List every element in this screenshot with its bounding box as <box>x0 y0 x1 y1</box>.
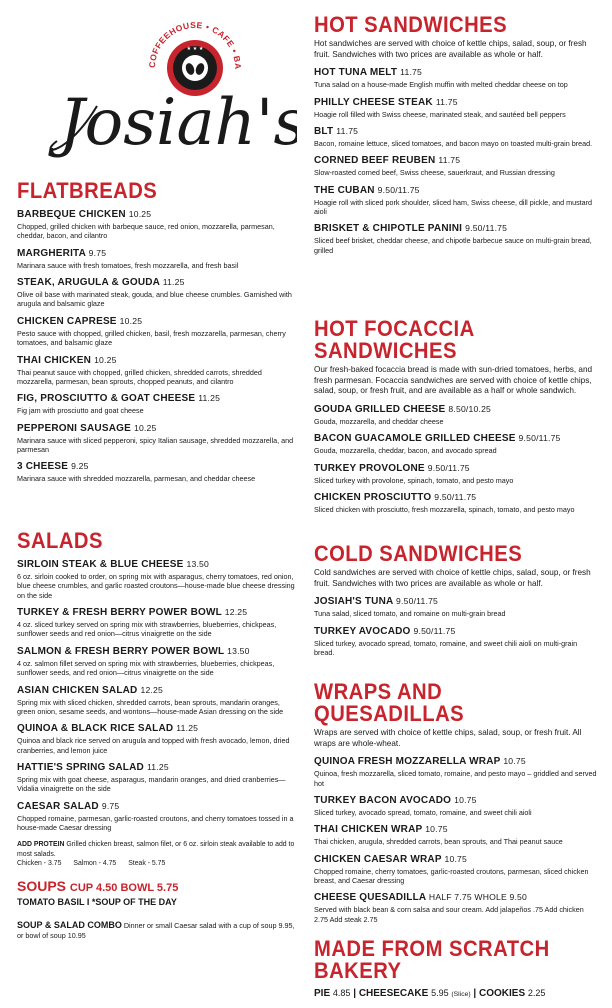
menu-item <box>17 316 299 348</box>
menu-item-price: 10.75 <box>444 853 468 864</box>
menu-item-title: CAESAR SALAD <box>17 800 99 812</box>
menu-item-description: Slow-roasted corned beef, Swiss cheese, sauerkraut, and Russian dressing <box>314 168 555 178</box>
menu-item-name <box>314 126 598 138</box>
bakery-separator: | <box>473 988 477 999</box>
menu-item-description: Spring mix with goat cheese, asparagus, mandarin oranges, and dried cranberries—Vidalia vinaigrette on the side <box>17 774 286 794</box>
menu-item-price: 10.25 <box>94 354 117 365</box>
menu-item-name <box>17 423 299 435</box>
menu-item <box>314 433 598 455</box>
bakery-title: MADE FROM SCRATCH BAKERY <box>314 936 550 983</box>
menu-item-name <box>17 393 299 405</box>
menu-item <box>314 824 598 846</box>
menu-item-price: 11.75 <box>400 67 423 78</box>
pie-price: 4.85 <box>332 988 351 998</box>
menu-item-price: 10.25 <box>133 422 157 433</box>
soups-heading <box>17 878 299 894</box>
menu-item-title: GOUDA GRILLED CHEESE <box>314 403 446 415</box>
menu-item-description: Gouda, mozzarella, cheddar, bacon, and avocado spread <box>314 446 497 456</box>
add-protein-note <box>17 840 299 868</box>
menu-item-name <box>314 596 598 608</box>
menu-item <box>17 801 299 833</box>
josiahs-logo-graphic <box>37 6 297 166</box>
menu-item-title: CHEESE QUESADILLA <box>314 892 426 904</box>
flatbreads-list <box>17 209 299 484</box>
logo-arc-text: COFFEEHOUSE • CAFE • BA <box>146 19 244 70</box>
menu-item <box>314 626 598 658</box>
cheesecake-note: (Slice) <box>451 991 471 998</box>
menu-item-description: Fig jam with prosciutto and goat cheese <box>17 406 144 416</box>
menu-item-title: HOT TUNA MELT <box>314 67 398 79</box>
combo-desc: Dinner or small Caesar salad with a cup of soup 9.95, or bowl of soup 10.95 <box>17 921 295 941</box>
hot-focaccia-intro: Our fresh-baked focaccia bread is made with sun-dried tomatoes, herbs, and fresh parmesan. Focaccia sandwiches are served with choice of kettle chips, salad, soup, or fresh fruit, and are available as a half or whole sandwich. <box>314 365 593 396</box>
menu-item-name <box>314 626 598 638</box>
menu-item-title: QUINOA FRESH MOZZARELLA WRAP <box>314 756 501 768</box>
hot-focaccia-list <box>314 404 598 514</box>
menu-item-price: 10.25 <box>119 315 143 326</box>
menu-item-description: Served with black bean & corn salsa and sour cream. Add jalapeños .75 Add chicken 2.75 Add steak 2.75 <box>314 905 584 924</box>
menu-item <box>314 854 598 886</box>
menu-item-name <box>17 277 299 289</box>
menu-item-price: 10.75 <box>454 795 477 806</box>
menu-item-description: Spring mix with sliced chicken, shredded carrots, bean sprouts, mandarin oranges, green onion, sesame seeds, and wontons—house-made Asian dressing on the side <box>17 697 284 716</box>
menu-item-name <box>17 607 299 619</box>
menu-item <box>314 223 598 255</box>
menu-item-name <box>314 433 598 445</box>
soups-line: TOMATO BASIL I *SOUP OF THE DAY <box>17 897 177 908</box>
menu-item-description: Thai chicken, arugula, shredded carrots, bean sprouts, and Thai peanut sauce <box>314 837 563 847</box>
menu-item-title: CORNED BEEF REUBEN <box>314 155 436 167</box>
salads-title: SALADS <box>17 528 103 553</box>
menu-item-name <box>17 355 299 367</box>
menu-item <box>314 596 598 618</box>
menu-item-description: Chopped romaine, parmesan, garlic-roasted croutons, and cherry tomatoes tossed in a house-made Caesar dressing <box>17 813 294 833</box>
menu-item-description: Olive oil base with marinated steak, gouda, and blue cheese crumbles. Garnished with arugula and balsamic glaze <box>17 290 292 309</box>
cold-sandwiches-title: COLD SANDWICHES <box>314 541 523 566</box>
menu-item-description: Hoagie roll filled with Swiss cheese, marinated steak, and sautéed bell peppers <box>314 109 566 119</box>
menu-item-name <box>314 67 598 79</box>
menu-item-description: Tuna salad on a house-made English muffin with melted cheddar cheese on top <box>314 80 568 90</box>
combo-name: SOUP & SALAD COMBO <box>17 920 122 931</box>
menu-item-description: Hoagie roll with sliced pork shoulder, sliced ham, Swiss cheese, dill pickle, and mustard aioli <box>314 197 593 217</box>
menu-item-title: JOSIAH'S TUNA <box>314 596 394 608</box>
menu-item-title: TURKEY & FRESH BERRY POWER BOWL <box>17 607 222 619</box>
salads-list <box>17 559 299 832</box>
menu-item-name <box>314 824 598 836</box>
menu-item-description: Marinara sauce with sliced pepperoni, spicy Italian sausage, shredded mozzarella, and parmesan <box>17 435 294 454</box>
menu-item-title: FIG, PROSCIUTTO & GOAT CHEESE <box>17 393 196 405</box>
menu-item-title: TURKEY PROVOLONE <box>314 462 425 474</box>
bakery-items <box>314 988 598 999</box>
menu-item-price: 11.25 <box>198 393 221 404</box>
menu-item <box>314 892 598 924</box>
menu-item <box>17 423 299 455</box>
cold-sandwiches-intro: Cold sandwiches are served with choice of kettle chips, salad, soup, or fresh fruit. Sandwiches with two prices are available as whole or half. <box>314 568 591 588</box>
menu-item-name <box>17 316 299 328</box>
menu-item <box>17 248 299 270</box>
menu-item-name <box>17 685 299 697</box>
menu-item-description: Gouda, mozzarella, and cheddar cheese <box>314 416 444 426</box>
wraps-list <box>314 756 598 924</box>
menu-item <box>314 126 598 148</box>
menu-item-price: 13.50 <box>227 645 250 656</box>
menu-item-price: 9.50/11.75 <box>434 492 477 503</box>
menu-item-name <box>314 756 598 768</box>
menu-item <box>17 646 299 678</box>
svg-text:★ ★ ★: ★ ★ ★ <box>186 46 204 52</box>
logo-script-name: Josiah's <box>59 86 297 160</box>
brand-logo <box>37 6 297 166</box>
menu-item-title: BACON GUACAMOLE GRILLED CHEESE <box>314 433 516 445</box>
cookies-price: 2.25 <box>527 988 546 998</box>
menu-item <box>17 762 299 794</box>
menu-item-name <box>17 559 299 571</box>
menu-item <box>314 492 598 514</box>
protein-price-steak: Steak - 5.75 <box>128 860 166 868</box>
hot-focaccia-title: HOT FOCACCIA SANDWICHES <box>314 316 474 363</box>
menu-item-price: 10.25 <box>128 209 152 219</box>
menu-item-name <box>314 463 598 475</box>
menu-item-title: STEAK, ARUGULA & GOUDA <box>17 277 160 289</box>
menu-item <box>17 355 299 387</box>
menu-item <box>314 67 598 89</box>
menu-item-description: Sliced turkey, avocado spread, tomato, romaine, and sweet chili aioli on multi-grain bread. <box>314 638 578 658</box>
menu-item-price: 9.50/11.75 <box>518 433 561 444</box>
menu-item-price: 9.75 <box>101 800 120 811</box>
salads-section <box>17 530 299 941</box>
menu-item <box>17 723 299 755</box>
menu-item-title: BLT <box>314 126 334 138</box>
menu-item-description: 4 oz. sliced turkey served on spring mix with strawberries, blueberries, chickpeas, sunflower seeds and red onion—citrus vinaigrette on the side <box>17 620 277 639</box>
menu-item-title: HATTIE'S SPRING SALAD <box>17 761 144 773</box>
menu-item-description: Sliced beef brisket, cheddar cheese, and chipotle barbecue sauce on multi-grain bread, grilled <box>314 236 592 255</box>
menu-item-description: Pesto sauce with chopped, grilled chicken, basil, fresh mozzarella, parmesan, cherry tomatoes, and balsamic glaze <box>17 328 286 348</box>
menu-item <box>314 404 598 426</box>
menu-item <box>314 795 598 817</box>
flatbreads-section <box>17 180 299 484</box>
menu-item-title: QUINOA & BLACK RICE SALAD <box>17 723 174 735</box>
menu-item-price: 9.25 <box>71 461 89 472</box>
menu-item-title: CHICKEN CAPRESE <box>17 315 117 327</box>
menu-item-description: Marinara sauce with fresh tomatoes, fresh mozzarella, and fresh basil <box>17 260 239 270</box>
menu-item <box>17 209 299 241</box>
cookies-label: COOKIES <box>479 988 526 999</box>
menu-item-price: 11.75 <box>435 96 458 107</box>
menu-item-price: 9.50/11.75 <box>465 223 508 234</box>
menu-item-title: SALMON & FRESH BERRY POWER BOWL <box>17 645 225 657</box>
menu-item-description: 4 oz. salmon fillet served on spring mix with strawberries, blueberries, chickpeas, sunflower seeds, and red onion—citrus vinaigrette on the side <box>17 658 275 678</box>
menu-item-price: 12.25 <box>224 607 248 618</box>
protein-price-salmon: Salmon - 4.75 <box>73 860 117 868</box>
wraps-intro: Wraps are served with choice of kettle chips, salad, soup, or fresh fruit. All wraps are whole-wheat. <box>314 728 582 748</box>
add-protein-label: ADD PROTEIN <box>17 841 65 849</box>
menu-item-name <box>314 795 598 807</box>
menu-item-name <box>17 762 299 774</box>
menu-item-name <box>314 223 598 235</box>
menu-item-price: 9.50/11.75 <box>427 462 470 473</box>
hot-sandwiches-list <box>314 67 598 255</box>
menu-item-description: Marinara sauce with shredded mozzarella, parmesan, and cheddar cheese <box>17 474 256 484</box>
menu-item-title: BARBEQUE CHICKEN <box>17 209 126 220</box>
menu-item-name <box>17 801 299 813</box>
bakery-section <box>314 938 598 999</box>
menu-item-name <box>314 492 598 504</box>
bakery-separator: | <box>353 988 357 999</box>
menu-item-description: Sliced turkey, avocado spread, tomato, romaine, and sweet chili aioli <box>314 808 532 818</box>
menu-item-name <box>17 723 299 735</box>
menu-item-description: 6 oz. sirloin cooked to order, on spring mix with asparagus, cherry tomatoes, red onion, blue cheese crumbles, and garlic roasted croutons—house-made blue cheese dressing on the side <box>17 572 295 600</box>
menu-item <box>17 277 299 309</box>
menu-item-price: 9.50/11.75 <box>377 184 420 195</box>
menu-item-title: ASIAN CHICKEN SALAD <box>17 684 138 696</box>
menu-item <box>17 559 299 600</box>
cheesecake-label: CHEESECAKE <box>358 988 429 999</box>
menu-item-title: 3 CHEESE <box>17 461 69 473</box>
menu-item-price: 13.50 <box>186 559 210 569</box>
menu-item-title: THE CUBAN <box>314 184 375 196</box>
hot-sandwiches-title: HOT SANDWICHES <box>314 12 508 37</box>
menu-item-description: Sliced turkey with provolone, spinach, tomato, and pesto mayo <box>314 475 514 485</box>
menu-item-price: 11.25 <box>162 277 185 288</box>
menu-item <box>314 185 598 217</box>
menu-item-name <box>314 404 598 416</box>
menu-item-name <box>17 646 299 658</box>
menu-item-price: 10.75 <box>425 824 448 835</box>
soups-prices: CUP 4.50 BOWL 5.75 <box>69 882 179 895</box>
menu-item-description: Quinoa and black rice served on arugula and topped with fresh avocado, lemon, dried cranberries, and lemon juice <box>17 736 290 755</box>
menu-item <box>314 155 598 177</box>
hot-focaccia-section <box>314 318 598 514</box>
menu-item-price: 11.75 <box>336 126 359 137</box>
menu-item <box>17 461 299 483</box>
menu-item-title: TURKEY AVOCADO <box>314 625 411 637</box>
menu-item-title: SIRLOIN STEAK & BLUE CHEESE <box>17 559 184 570</box>
menu-item-description: Tuna salad, sliced tomato, and romaine on multi-grain bread <box>314 609 506 619</box>
protein-prices <box>17 859 299 868</box>
soup-salad-combo <box>17 919 299 941</box>
menu-item <box>314 463 598 485</box>
menu-item-price: 11.25 <box>146 761 169 772</box>
protein-price-chicken: Chicken - 3.75 <box>17 860 62 868</box>
menu-item <box>314 756 598 788</box>
menu-item-description: Chopped romaine, cherry tomatoes, garlic-roasted croutons, parmesan, sliced chicken breast, and Caesar dressing <box>314 866 589 886</box>
menu-item <box>17 685 299 717</box>
menu-item <box>17 607 299 639</box>
menu-item-title: THAI CHICKEN WRAP <box>314 824 423 836</box>
menu-item-title: PEPPERONI SAUSAGE <box>17 422 131 434</box>
menu-item-description: Chopped, grilled chicken with barbeque sauce, red onion, mozzarella, parmesan, cheddar, bacon, and cilantro <box>17 222 275 241</box>
menu-item-name <box>314 97 598 109</box>
menu-item-price: 11.75 <box>438 155 461 166</box>
cold-sandwiches-list <box>314 596 598 657</box>
menu-item-description: Bacon, romaine lettuce, sliced tomatoes, and bacon mayo on toasted multi-grain bread. <box>314 139 593 149</box>
hot-sandwiches-section <box>314 14 598 255</box>
menu-item-title: CHICKEN CAESAR WRAP <box>314 853 442 865</box>
menu-item-name <box>314 892 598 904</box>
menu-item-title: CHICKEN PROSCIUTTO <box>314 492 432 504</box>
menu-item-price: 10.75 <box>503 756 526 767</box>
soups-title: SOUPS <box>17 878 67 895</box>
menu-item-description: Quinoa, fresh mozzarella, sliced tomato, romaine, and pesto mayo – griddled and served hot <box>314 769 597 788</box>
menu-item-name <box>314 854 598 866</box>
menu-item-title: THAI CHICKEN <box>17 354 92 366</box>
menu-item-title: TURKEY BACON AVOCADO <box>314 795 452 807</box>
wraps-title: WRAPS AND QUESADILLAS <box>314 679 465 726</box>
menu-item <box>17 393 299 415</box>
menu-item-name <box>314 185 598 197</box>
menu-item-name <box>17 461 299 473</box>
menu-item-description: Sliced chicken with prosciutto, fresh mozzarella, spinach, tomato, and pesto mayo <box>314 505 575 515</box>
cheesecake-price: 5.95 <box>431 988 449 998</box>
menu-item-price: 9.50/11.75 <box>396 596 439 607</box>
menu-item-price: 9.75 <box>88 247 107 258</box>
menu-item <box>314 97 598 119</box>
menu-item-price: 8.50/10.25 <box>448 403 492 414</box>
menu-item-description: Thai peanut sauce with chopped, grilled chicken, shredded carrots, shredded mozzarella, parmesan, bean sprouts, chopped peanuts, and cilantro <box>17 367 262 386</box>
menu-item-title: MARGHERITA <box>17 247 86 259</box>
menu-item-title: BRISKET & CHIPOTLE PANINI <box>314 223 463 235</box>
hot-sandwiches-intro: Hot sandwiches are served with choice of kettle chips, salad, soup, or fresh fruit. Sandwiches with two prices are available as whole or half. <box>314 39 587 59</box>
menu-item-price: HALF 7.75 WHOLE 9.50 <box>428 892 528 903</box>
add-protein-text: Grilled chicken breast, salmon filet, or 6 oz. sirloin steak available to add to most salads. <box>17 841 295 858</box>
menu-item-title: PHILLY CHEESE STEAK <box>314 96 433 108</box>
pie-label: PIE <box>314 988 331 999</box>
menu-item-price: 9.50/11.75 <box>413 625 456 636</box>
menu-item-price: 11.25 <box>176 723 199 734</box>
wraps-section <box>314 681 598 924</box>
menu-item-name <box>314 155 598 167</box>
cold-sandwiches-section <box>314 543 598 657</box>
flatbreads-title: FLATBREADS <box>17 178 158 203</box>
menu-item-name <box>17 209 299 221</box>
menu-item-price: 12.25 <box>140 684 163 695</box>
menu-item-name <box>17 248 299 260</box>
